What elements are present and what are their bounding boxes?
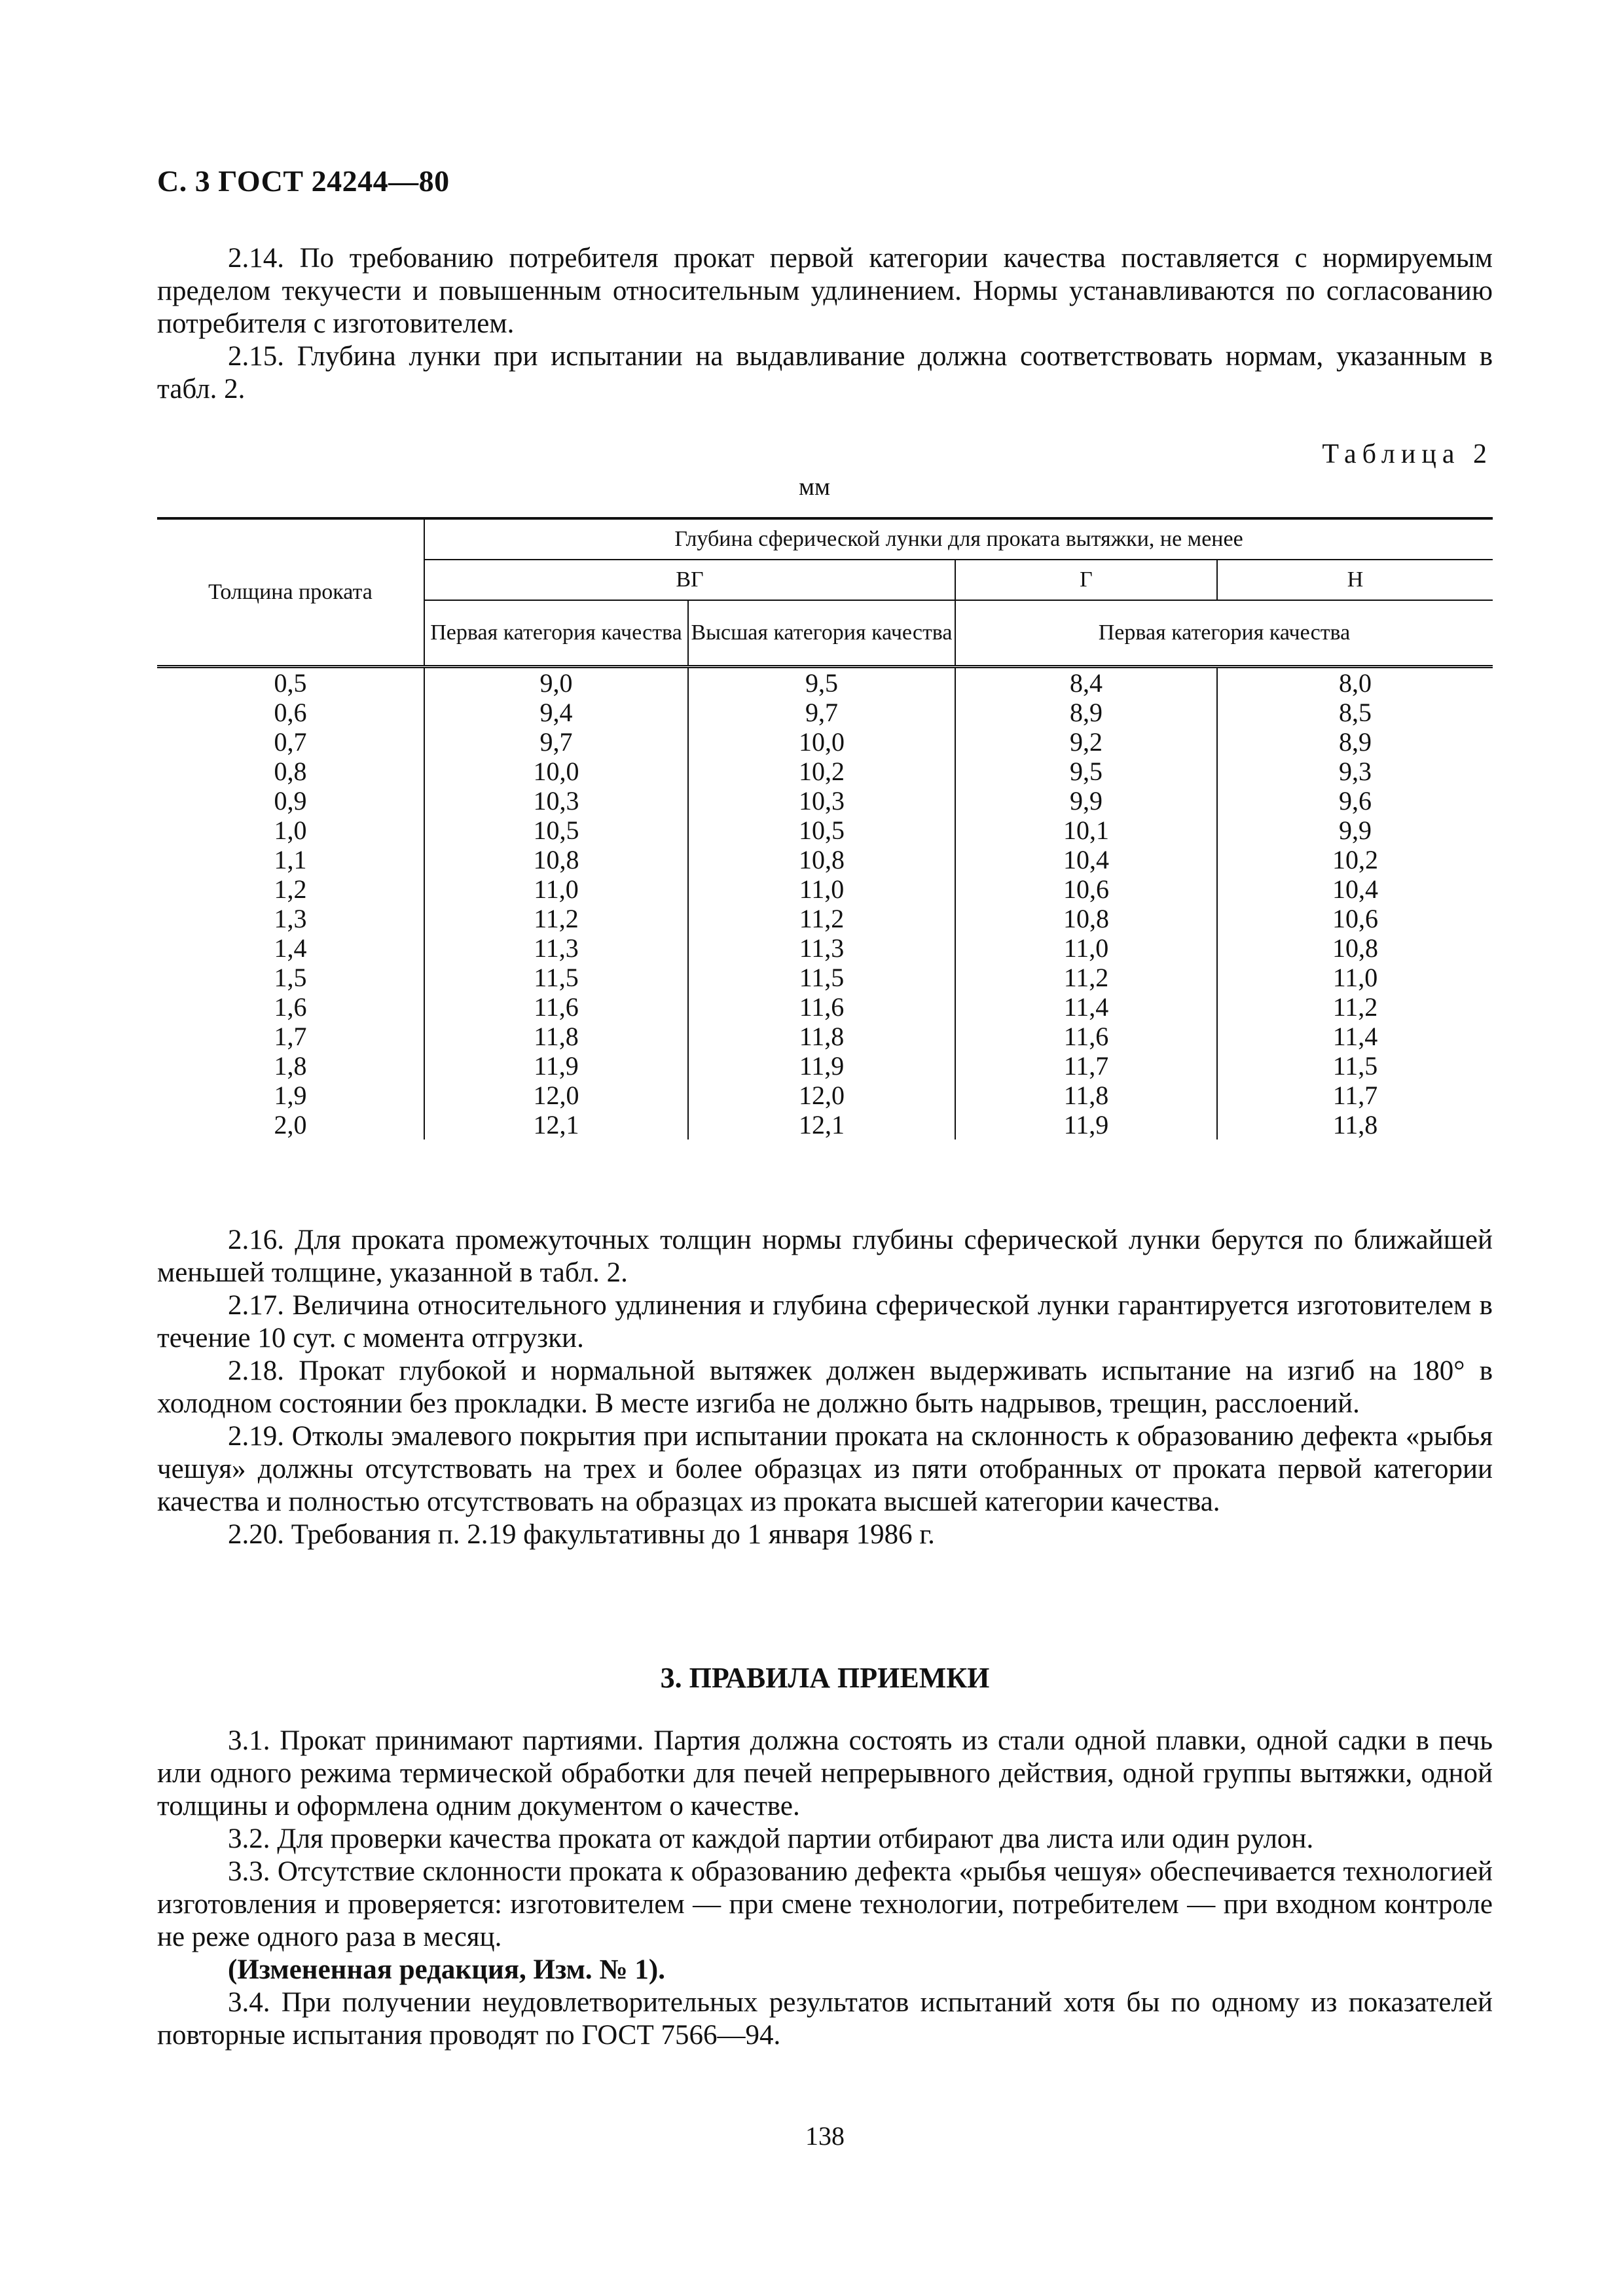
cell-vg-high: 11,5 — [688, 963, 955, 992]
cell-vg-first: 9,0 — [424, 668, 688, 698]
header-gn-first-category: Первая категория качества — [955, 600, 1493, 667]
table-row — [157, 1051, 1493, 1081]
paragraphs-section-3 — [157, 1725, 1493, 2052]
paragraph-3-3: 3.3. Отсутствие склонности проката к образованию дефекта «рыбья чешуя» обеспечивается технологией изготовления и проверяется: изготовителем — при смене технологии, потребителем — при входном контроле не реже одного раза в месяц. — [157, 1856, 1493, 1952]
cell-n-first: 11,5 — [1217, 1051, 1493, 1081]
paragraph-2-14: 2.14. По требованию потребителя прокат первой категории качества поставляется с нормируемым пределом текучести и повышенным относительным удлинением. Нормы устанавливаются по согласованию потребителя с изготовителем. — [157, 243, 1493, 339]
amendment-note: (Измененная редакция, Изм. № 1). — [228, 1954, 665, 1985]
cell-vg-high: 10,2 — [688, 757, 955, 786]
cell-thickness: 0,9 — [274, 786, 307, 816]
paragraph-2-16: 2.16. Для проката промежуточных толщин нормы глубины сферической лунки берутся по ближайшей меньшей толщине, указанной в табл. 2. — [157, 1225, 1493, 1288]
paragraph-3-1: 3.1. Прокат принимают партиями. Партия должна состоять из стали одной плавки, одной садки в печь или одного режима термической обработки для печей непрерывного действия, одной группы вытяжки, одной толщины и оформлена одним документом о качестве. — [157, 1725, 1493, 1821]
table-unit: мм — [799, 473, 831, 501]
cell-vg-high: 12,0 — [688, 1081, 955, 1110]
cell-vg-first: 11,0 — [424, 874, 688, 904]
header-g: Г — [955, 560, 1217, 600]
cell-vg-first: 10,5 — [424, 816, 688, 845]
cell-g-first: 11,2 — [955, 963, 1217, 992]
paragraph-3-4: 3.4. При получении неудовлетворительных результатов испытаний хотя бы по одному из показателей повторные испытания проводят по ГОСТ 7566—94. — [157, 1987, 1493, 2051]
cell-n-first: 11,8 — [1217, 1110, 1493, 1139]
cell-vg-first: 11,3 — [424, 933, 688, 963]
cell-vg-first: 11,9 — [424, 1051, 688, 1081]
cell-thickness: 1,9 — [274, 1081, 307, 1110]
cell-vg-high: 11,6 — [688, 992, 955, 1022]
paragraph-2-18: 2.18. Прокат глубокой и нормальной вытяжек должен выдерживать испытание на изгиб на 180° в холодном состоянии без прокладки. В месте изгиба не должно быть надрывов, трещин, расслоений. — [157, 1355, 1493, 1419]
cell-vg-first: 10,3 — [424, 786, 688, 816]
header-vg-high-category: Высшая категория качества — [688, 600, 955, 667]
cell-thickness: 1,8 — [274, 1051, 307, 1081]
table-row — [157, 963, 1493, 992]
table-row — [157, 786, 1493, 816]
cell-g-first: 11,8 — [955, 1081, 1217, 1110]
table-caption: Таблица 2 — [1322, 439, 1493, 469]
paragraphs-top — [157, 242, 1493, 406]
cell-vg-first: 9,7 — [424, 727, 688, 757]
table-row — [157, 904, 1493, 933]
table-row — [157, 1110, 1493, 1139]
cell-g-first: 11,4 — [955, 992, 1217, 1022]
cell-vg-first: 10,0 — [424, 757, 688, 786]
cell-n-first: 10,6 — [1217, 904, 1493, 933]
cell-vg-high: 11,3 — [688, 933, 955, 963]
cell-vg-high: 10,5 — [688, 816, 955, 845]
cell-n-first: 10,2 — [1217, 845, 1493, 874]
paragraphs-mid — [157, 1224, 1493, 1551]
table-row — [157, 727, 1493, 757]
cell-n-first: 9,9 — [1217, 816, 1493, 845]
cell-thickness: 1,0 — [274, 816, 307, 845]
table-row — [157, 992, 1493, 1022]
cell-n-first: 10,4 — [1217, 874, 1493, 904]
cell-g-first: 10,6 — [955, 874, 1217, 904]
table-row — [157, 845, 1493, 874]
cell-vg-first: 12,1 — [424, 1110, 688, 1139]
header-vg: ВГ — [424, 560, 955, 600]
cell-thickness: 0,5 — [274, 668, 307, 698]
cell-n-first: 10,8 — [1217, 933, 1493, 963]
cell-n-first: 9,3 — [1217, 757, 1493, 786]
cell-g-first: 11,0 — [955, 933, 1217, 963]
cell-vg-high: 10,3 — [688, 786, 955, 816]
table-row — [157, 757, 1493, 786]
cell-vg-first: 11,8 — [424, 1022, 688, 1051]
cell-thickness: 1,1 — [274, 845, 307, 874]
table-row — [157, 874, 1493, 904]
cell-g-first: 10,1 — [955, 816, 1217, 845]
cell-vg-high: 11,8 — [688, 1022, 955, 1051]
table-row — [157, 698, 1493, 727]
cell-vg-high: 9,7 — [688, 698, 955, 727]
cell-n-first: 11,4 — [1217, 1022, 1493, 1051]
cell-thickness: 0,8 — [274, 757, 307, 786]
table-row — [157, 816, 1493, 845]
paragraph-3-2: 3.2. Для проверки качества проката от каждой партии отбирают два листа или один рулон. — [228, 1823, 1314, 1854]
cell-vg-first: 11,6 — [424, 992, 688, 1022]
cell-vg-high: 9,5 — [688, 668, 955, 698]
paragraph-2-15: 2.15. Глубина лунки при испытании на выдавливание должна соответствовать нормам, указанным в табл. 2. — [157, 341, 1493, 404]
cell-vg-first: 11,2 — [424, 904, 688, 933]
page-number: 138 — [805, 2121, 845, 2151]
cell-g-first: 10,4 — [955, 845, 1217, 874]
cell-g-first: 8,4 — [955, 668, 1217, 698]
cell-g-first: 11,6 — [955, 1022, 1217, 1051]
paragraph-2-20: 2.20. Требования п. 2.19 факультативны до 1 января 1986 г. — [228, 1519, 935, 1550]
paragraph-2-19: 2.19. Отколы эмалевого покрытия при испытании проката на склонность к образованию дефекта «рыбья чешуя» должны отсутствовать на трех и более образцах из пяти отобранных от проката первой категории качества и полностью отсутствовать на образцах из проката высшей категории качества. — [157, 1421, 1493, 1517]
cell-g-first: 11,9 — [955, 1110, 1217, 1139]
cell-n-first: 11,2 — [1217, 992, 1493, 1022]
cell-n-first: 11,7 — [1217, 1081, 1493, 1110]
cell-thickness: 1,4 — [274, 933, 307, 963]
page-header: С. 3 ГОСТ 24244—80 — [157, 164, 450, 198]
cell-g-first: 8,9 — [955, 698, 1217, 727]
section-3-title: 3. ПРАВИЛА ПРИЕМКИ — [660, 1662, 990, 1694]
header-depth-group: Глубина сферической лунки для проката вытяжки, не менее — [424, 518, 1493, 560]
cell-vg-first: 9,4 — [424, 698, 688, 727]
cell-vg-first: 12,0 — [424, 1081, 688, 1110]
cell-g-first: 9,5 — [955, 757, 1217, 786]
cell-vg-high: 11,0 — [688, 874, 955, 904]
cell-vg-high: 10,8 — [688, 845, 955, 874]
cell-g-first: 9,9 — [955, 786, 1217, 816]
cell-vg-high: 11,9 — [688, 1051, 955, 1081]
header-thickness: Толщина проката — [157, 518, 424, 667]
header-n: Н — [1217, 560, 1493, 600]
cell-n-first: 9,6 — [1217, 786, 1493, 816]
cell-n-first: 8,9 — [1217, 727, 1493, 757]
cell-vg-high: 12,1 — [688, 1110, 955, 1139]
table-row — [157, 1022, 1493, 1051]
cell-thickness: 1,5 — [274, 963, 307, 992]
cell-thickness: 2,0 — [274, 1110, 307, 1139]
cell-vg-high: 10,0 — [688, 727, 955, 757]
cell-thickness: 1,3 — [274, 904, 307, 933]
cell-g-first: 11,7 — [955, 1051, 1217, 1081]
header-vg-first-category: Первая категория качества — [424, 600, 688, 667]
cell-vg-high: 11,2 — [688, 904, 955, 933]
cell-thickness: 0,7 — [274, 727, 307, 757]
cell-g-first: 10,8 — [955, 904, 1217, 933]
cell-n-first: 11,0 — [1217, 963, 1493, 992]
depth-table — [157, 517, 1493, 1139]
cell-thickness: 1,7 — [274, 1022, 307, 1051]
table-row — [157, 668, 1493, 698]
table-body — [157, 668, 1493, 1139]
cell-vg-first: 10,8 — [424, 845, 688, 874]
cell-vg-first: 11,5 — [424, 963, 688, 992]
paragraph-2-17: 2.17. Величина относительного удлинения и глубина сферической лунки гарантируется изготовителем в течение 10 сут. с момента отгрузки. — [157, 1290, 1493, 1354]
cell-thickness: 1,2 — [274, 874, 307, 904]
table-row — [157, 933, 1493, 963]
cell-n-first: 8,5 — [1217, 698, 1493, 727]
cell-g-first: 9,2 — [955, 727, 1217, 757]
cell-n-first: 8,0 — [1217, 668, 1493, 698]
cell-thickness: 1,6 — [274, 992, 307, 1022]
table-row — [157, 1081, 1493, 1110]
cell-thickness: 0,6 — [274, 698, 307, 727]
